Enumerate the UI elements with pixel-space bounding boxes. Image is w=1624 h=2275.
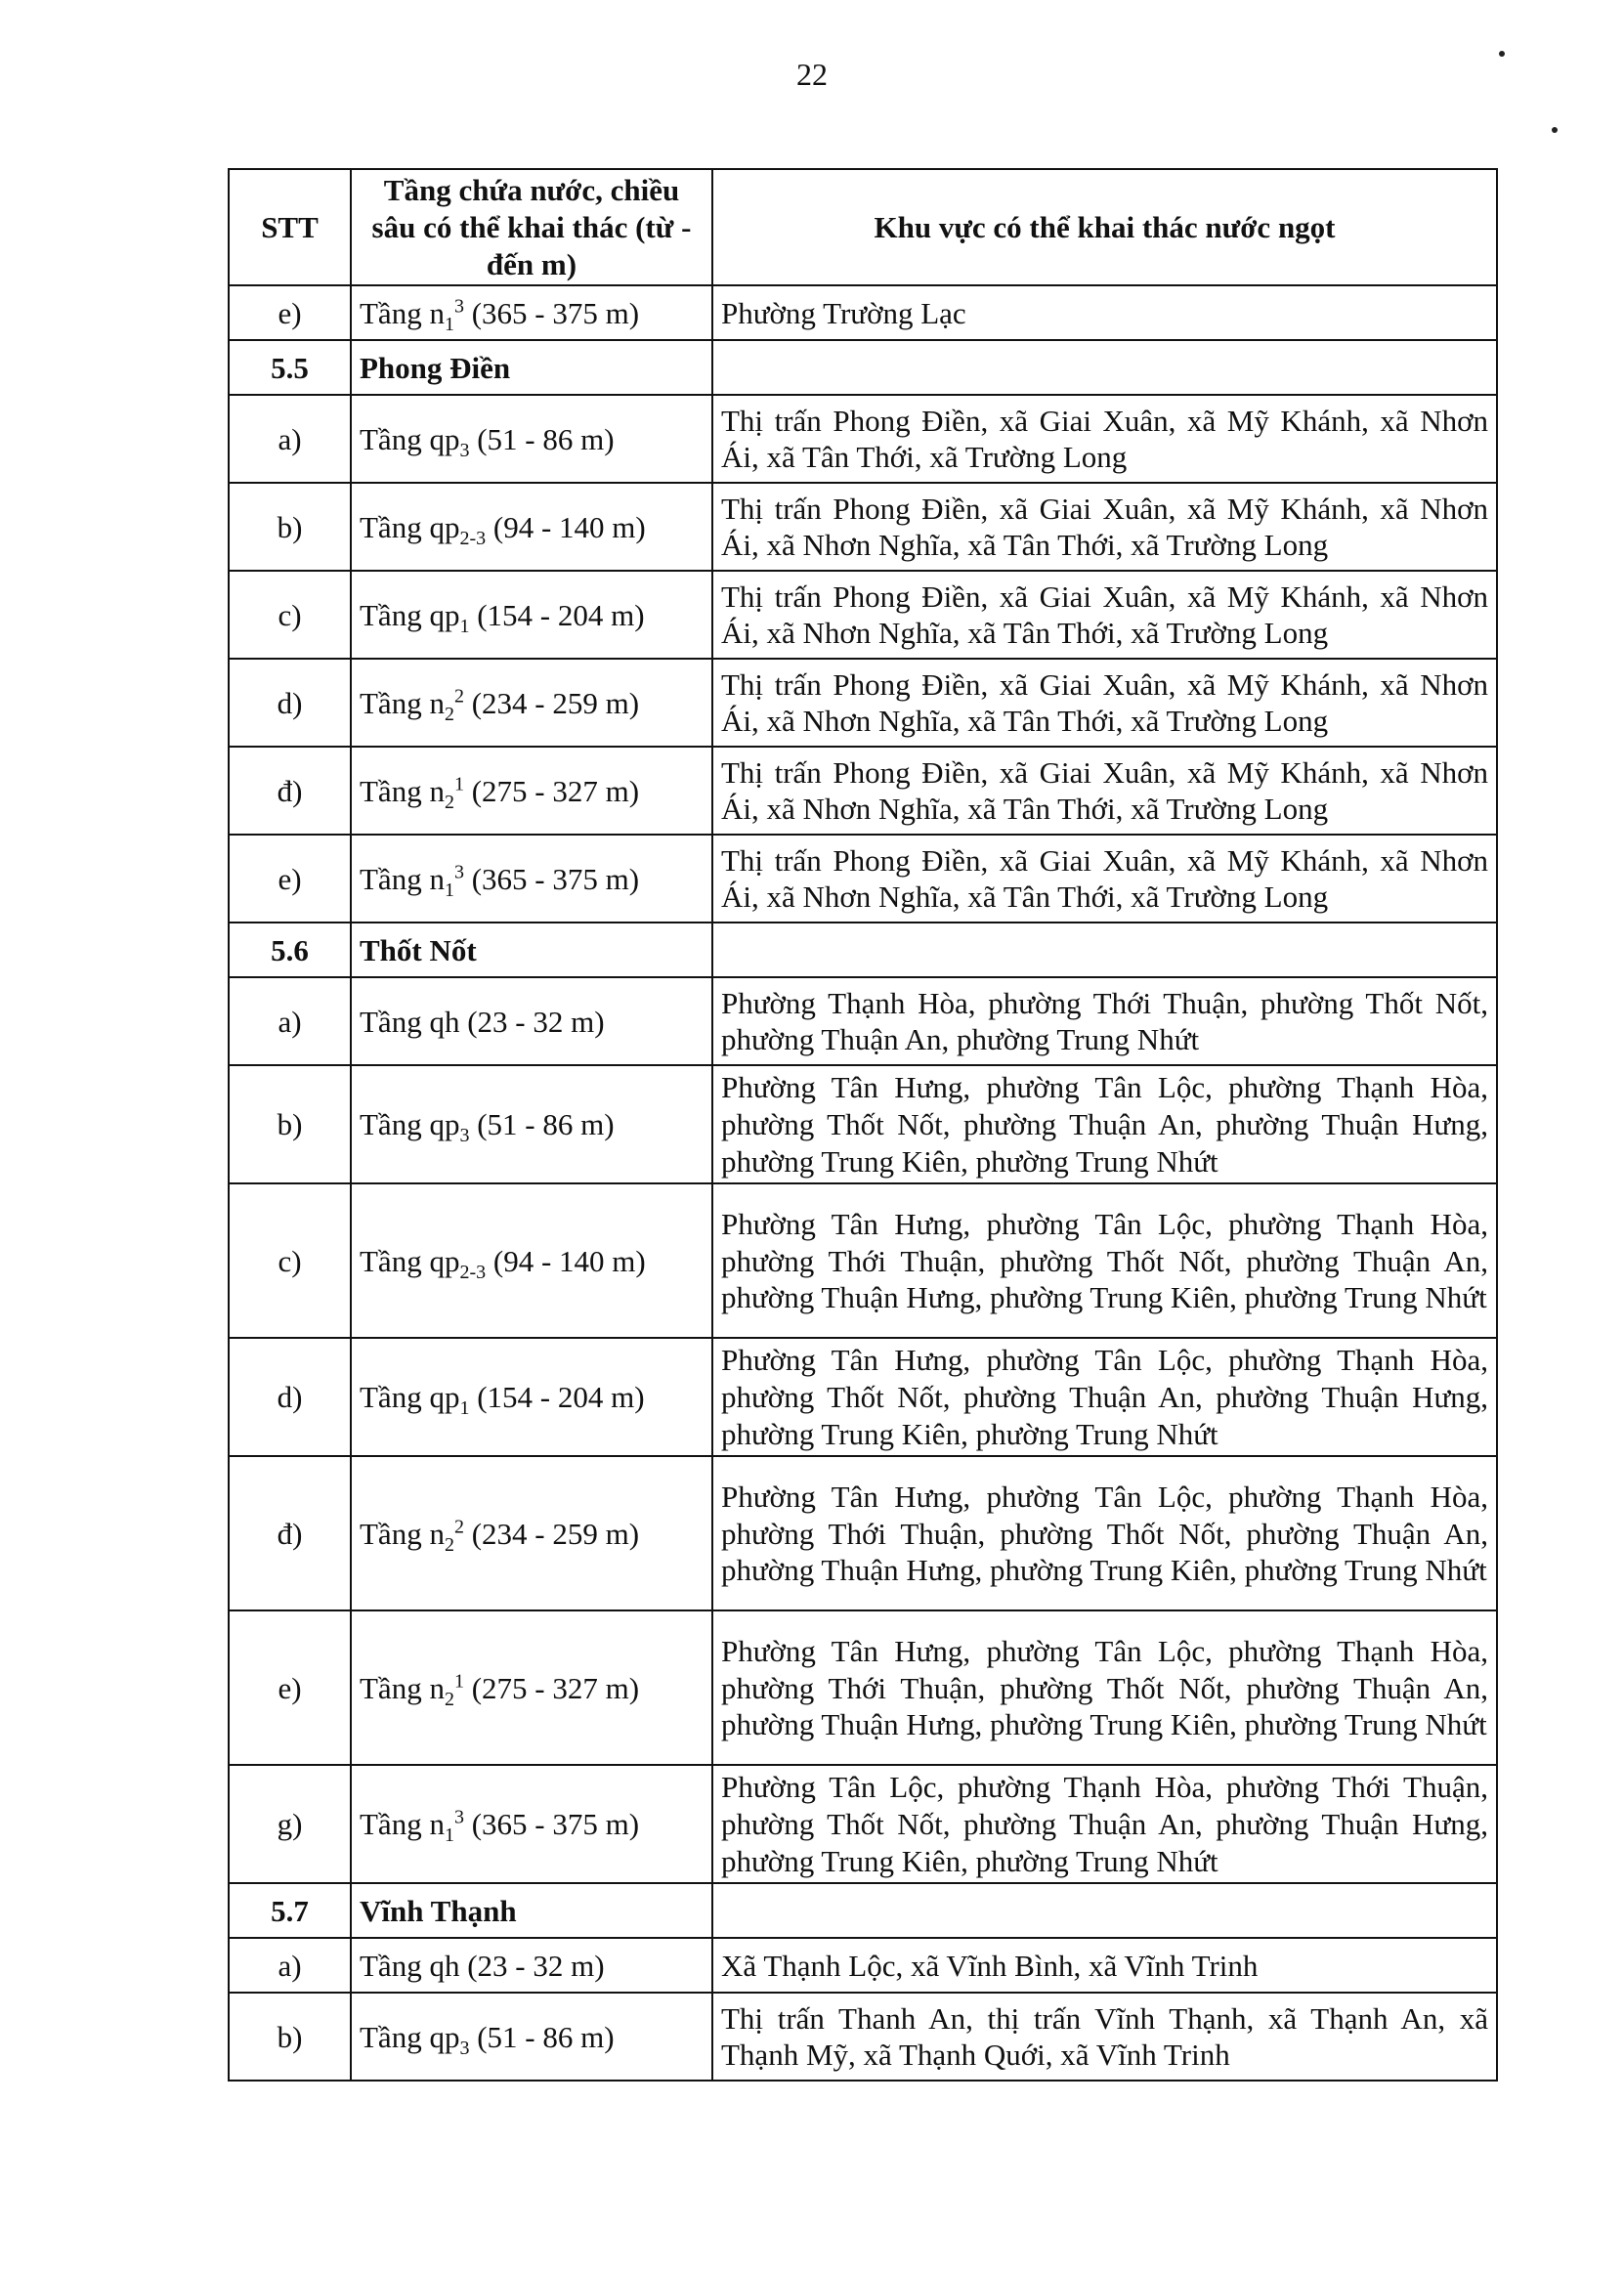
- layer-depth-range: (234 - 259 m): [463, 1516, 640, 1551]
- layer-superscript: 3: [453, 861, 464, 883]
- layer-base: Tầng qp: [360, 509, 460, 544]
- stt-cell: b): [229, 483, 351, 571]
- area-cell: Thị trấn Phong Điền, xã Giai Xuân, xã Mỹ Khánh, xã Nhơn Ái, xã Nhơn Nghĩa, xã Tân Thới, xã Trường Long: [712, 571, 1497, 659]
- scan-speck: [1552, 127, 1558, 133]
- stt-cell: đ): [229, 747, 351, 835]
- layer-base: Tầng n: [360, 1807, 445, 1842]
- area-cell: Phường Tân Lộc, phường Thạnh Hòa, phường Thới Thuận, phường Thốt Nốt, phường Thuận An, phường Thuận Hưng, phường Trung Kiên, phường Trung Nhứt: [712, 1765, 1497, 1883]
- layer-base: Tầng qp: [360, 1243, 460, 1278]
- header-stt: STT: [229, 169, 351, 285]
- table-row: [229, 285, 1497, 340]
- layer-depth-range: (51 - 86 m): [469, 421, 615, 456]
- table-row: [229, 395, 1497, 483]
- layer-cell: [351, 571, 712, 659]
- empty-area-cell: [712, 1883, 1497, 1938]
- stt-cell: c): [229, 571, 351, 659]
- table-row: [229, 1938, 1497, 1993]
- section-row: [229, 923, 1497, 977]
- area-cell: Phường Tân Hưng, phường Tân Lộc, phường Thạnh Hòa, phường Thới Thuận, phường Thốt Nốt, phường Thuận An, phường Thuận Hưng, phường Trung Kiên, phường Trung Nhứt: [712, 1183, 1497, 1338]
- layer-cell: [351, 1765, 712, 1883]
- layer-depth-range: (23 - 32 m): [459, 1948, 605, 1983]
- table-row: [229, 571, 1497, 659]
- layer-subscript: 1: [459, 615, 470, 637]
- table-row: [229, 835, 1497, 923]
- layer-cell: [351, 1938, 712, 1993]
- layer-cell: [351, 1610, 712, 1765]
- table-row: [229, 1338, 1497, 1456]
- layer-cell: [351, 1338, 712, 1456]
- layer-subscript: 2: [444, 1688, 454, 1710]
- area-cell: Phường Thạnh Hòa, phường Thới Thuận, phường Thốt Nốt, phường Thuận An, phường Trung Nhứt: [712, 977, 1497, 1065]
- layer-depth-range: (365 - 375 m): [463, 861, 640, 896]
- water-extraction-table: [228, 168, 1498, 2082]
- area-cell: Thị trấn Phong Điền, xã Giai Xuân, xã Mỹ Khánh, xã Nhơn Ái, xã Tân Thới, xã Trường Long: [712, 395, 1497, 483]
- area-cell: Thị trấn Phong Điền, xã Giai Xuân, xã Mỹ Khánh, xã Nhơn Ái, xã Nhơn Nghĩa, xã Tân Thới, xã Trường Long: [712, 659, 1497, 747]
- empty-area-cell: [712, 923, 1497, 977]
- layer-base: Tầng qp: [360, 1380, 460, 1415]
- area-cell: Phường Tân Hưng, phường Tân Lộc, phường Thạnh Hòa, phường Thới Thuận, phường Thốt Nốt, phường Thuận An, phường Thuận Hưng, phường Trung Kiên, phường Trung Nhứt: [712, 1610, 1497, 1765]
- table-row: [229, 1610, 1497, 1765]
- section-name-cell: Thốt Nốt: [351, 923, 712, 977]
- layer-base: Tầng qp: [360, 421, 460, 456]
- stt-cell: đ): [229, 1456, 351, 1610]
- layer-base: Tầng qp: [360, 597, 460, 632]
- section-row: [229, 340, 1497, 395]
- area-cell: Phường Trường Lạc: [712, 285, 1497, 340]
- layer-depth-range: (234 - 259 m): [463, 685, 640, 720]
- stt-cell: e): [229, 1610, 351, 1765]
- stt-cell: b): [229, 1993, 351, 2081]
- stt-cell: 5.7: [229, 1883, 351, 1938]
- layer-subscript: 3: [459, 1125, 470, 1147]
- layer-subscript: 3: [459, 2037, 470, 2059]
- layer-base: Tầng qh: [360, 1004, 460, 1039]
- layer-superscript: 1: [453, 1670, 464, 1693]
- stt-cell: a): [229, 1938, 351, 1993]
- stt-cell: d): [229, 659, 351, 747]
- header-area: Khu vực có thể khai thác nước ngọt: [712, 169, 1497, 285]
- layer-subscript: 2-3: [459, 527, 487, 549]
- layer-superscript: 2: [453, 685, 464, 708]
- layer-base: Tầng n: [360, 1516, 445, 1551]
- layer-subscript: 1: [444, 879, 454, 901]
- table-row: [229, 1765, 1497, 1883]
- layer-depth-range: (51 - 86 m): [469, 1107, 615, 1142]
- layer-superscript: 1: [453, 773, 464, 795]
- page-number: 22: [796, 57, 828, 92]
- layer-cell: [351, 483, 712, 571]
- layer-subscript: 1: [459, 1397, 470, 1420]
- layer-depth-range: (94 - 140 m): [486, 509, 646, 544]
- section-row: [229, 1883, 1497, 1938]
- area-cell: Thị trấn Phong Điền, xã Giai Xuân, xã Mỹ Khánh, xã Nhơn Ái, xã Nhơn Nghĩa, xã Tân Thới, xã Trường Long: [712, 747, 1497, 835]
- table-row: [229, 1456, 1497, 1610]
- stt-cell: a): [229, 977, 351, 1065]
- layer-depth-range: (154 - 204 m): [469, 1380, 645, 1415]
- layer-depth-range: (275 - 327 m): [463, 1670, 640, 1705]
- table-row: [229, 977, 1497, 1065]
- layer-base: Tầng qp: [360, 1107, 460, 1142]
- layer-depth-range: (94 - 140 m): [486, 1243, 646, 1278]
- layer-subscript: 1: [444, 313, 454, 335]
- layer-base: Tầng qh: [360, 1948, 460, 1983]
- table-row: [229, 1183, 1497, 1338]
- table-header-row: [229, 169, 1497, 285]
- stt-cell: c): [229, 1183, 351, 1338]
- section-name-cell: Vĩnh Thạnh: [351, 1883, 712, 1938]
- area-cell: Phường Tân Hưng, phường Tân Lộc, phường Thạnh Hòa, phường Thốt Nốt, phường Thuận An, phường Thuận Hưng, phường Trung Kiên, phường Trung Nhứt: [712, 1338, 1497, 1456]
- area-cell: Xã Thạnh Lộc, xã Vĩnh Bình, xã Vĩnh Trinh: [712, 1938, 1497, 1993]
- layer-cell: [351, 835, 712, 923]
- stt-cell: 5.5: [229, 340, 351, 395]
- layer-cell: [351, 747, 712, 835]
- stt-cell: 5.6: [229, 923, 351, 977]
- table-row: [229, 483, 1497, 571]
- stt-cell: d): [229, 1338, 351, 1456]
- empty-area-cell: [712, 340, 1497, 395]
- table-row: [229, 1993, 1497, 2081]
- layer-depth-range: (275 - 327 m): [463, 773, 640, 808]
- layer-superscript: 3: [453, 1806, 464, 1828]
- scan-speck: [1499, 51, 1505, 57]
- layer-cell: [351, 1456, 712, 1610]
- table-row: [229, 747, 1497, 835]
- layer-subscript: 2: [444, 703, 454, 725]
- layer-cell: [351, 659, 712, 747]
- layer-superscript: 3: [453, 295, 464, 318]
- layer-cell: [351, 395, 712, 483]
- layer-base: Tầng n: [360, 861, 445, 896]
- table-row: [229, 659, 1497, 747]
- section-name-cell: Phong Điền: [351, 340, 712, 395]
- layer-depth-range: (365 - 375 m): [463, 1807, 640, 1842]
- stt-cell: e): [229, 285, 351, 340]
- layer-base: Tầng qp: [360, 2019, 460, 2054]
- area-cell: Thị trấn Phong Điền, xã Giai Xuân, xã Mỹ Khánh, xã Nhơn Ái, xã Nhơn Nghĩa, xã Tân Thới, xã Trường Long: [712, 483, 1497, 571]
- layer-cell: [351, 977, 712, 1065]
- layer-depth-range: (23 - 32 m): [459, 1004, 605, 1039]
- area-cell: Thị trấn Thanh An, thị trấn Vĩnh Thạnh, xã Thạnh An, xã Thạnh Mỹ, xã Thạnh Quới, xã Vĩnh Trinh: [712, 1993, 1497, 2081]
- table-body: [229, 285, 1497, 2081]
- table-row: [229, 1065, 1497, 1183]
- layer-subscript: 1: [444, 1824, 454, 1847]
- layer-subscript: 2: [444, 1533, 454, 1556]
- layer-base: Tầng n: [360, 773, 445, 808]
- stt-cell: b): [229, 1065, 351, 1183]
- layer-cell: [351, 285, 712, 340]
- stt-cell: a): [229, 395, 351, 483]
- layer-depth-range: (154 - 204 m): [469, 597, 645, 632]
- layer-subscript: 2-3: [459, 1261, 487, 1283]
- stt-cell: e): [229, 835, 351, 923]
- area-cell: Thị trấn Phong Điền, xã Giai Xuân, xã Mỹ Khánh, xã Nhơn Ái, xã Nhơn Nghĩa, xã Tân Thới, xã Trường Long: [712, 835, 1497, 923]
- layer-base: Tầng n: [360, 1670, 445, 1705]
- stt-cell: g): [229, 1765, 351, 1883]
- layer-cell: [351, 1065, 712, 1183]
- layer-cell: [351, 1183, 712, 1338]
- layer-subscript: 3: [459, 439, 470, 461]
- layer-depth-range: (51 - 86 m): [469, 2019, 615, 2054]
- layer-cell: [351, 1993, 712, 2081]
- layer-depth-range: (365 - 375 m): [463, 295, 640, 330]
- layer-superscript: 2: [453, 1516, 464, 1538]
- area-cell: Phường Tân Hưng, phường Tân Lộc, phường Thạnh Hòa, phường Thốt Nốt, phường Thuận An, phường Thuận Hưng, phường Trung Kiên, phường Trung Nhứt: [712, 1065, 1497, 1183]
- area-cell: Phường Tân Hưng, phường Tân Lộc, phường Thạnh Hòa, phường Thới Thuận, phường Thốt Nốt, phường Thuận An, phường Thuận Hưng, phường Trung Kiên, phường Trung Nhứt: [712, 1456, 1497, 1610]
- layer-subscript: 2: [444, 791, 454, 813]
- header-layer: Tầng chứa nước, chiều sâu có thể khai thác (từ - đến m): [351, 169, 712, 285]
- layer-base: Tầng n: [360, 685, 445, 720]
- layer-base: Tầng n: [360, 295, 445, 330]
